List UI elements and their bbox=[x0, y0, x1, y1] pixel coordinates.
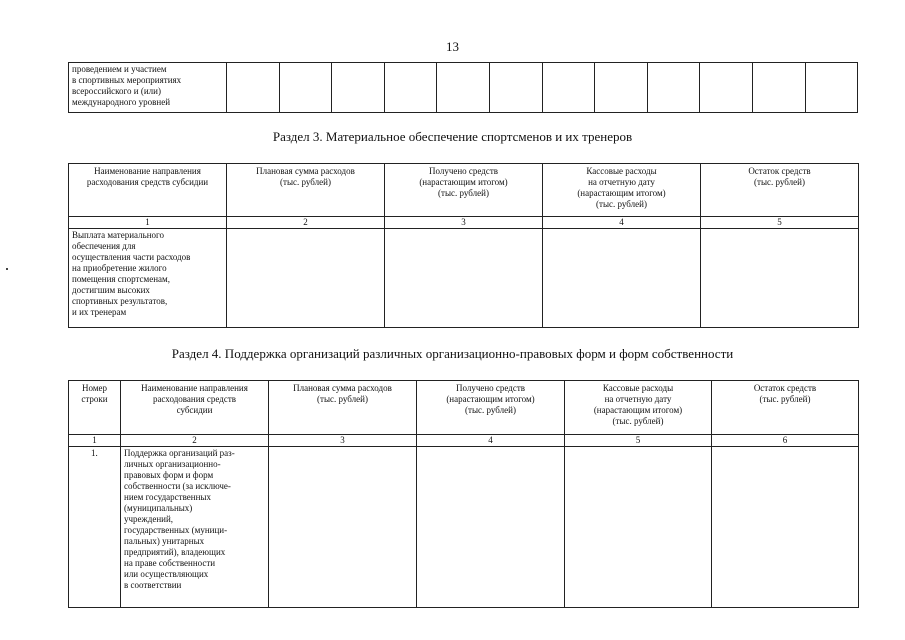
header-line: (нарастающим итогом) bbox=[446, 394, 535, 404]
column-header bbox=[69, 164, 227, 217]
text-line: обеспечения для bbox=[72, 241, 136, 251]
empty-cell bbox=[542, 63, 595, 113]
column-number: 5 bbox=[701, 217, 859, 229]
column-number: 1 bbox=[69, 435, 121, 447]
header-line: (тыс. рублей) bbox=[317, 394, 368, 404]
empty-cell bbox=[227, 63, 280, 113]
column-number: 3 bbox=[269, 435, 417, 447]
row-label bbox=[121, 447, 269, 608]
section4-title: Раздел 4. Поддержка организаций различных организационно-правовых форм и форм собственности bbox=[171, 346, 734, 361]
header-line: Плановая сумма расходов bbox=[256, 166, 355, 176]
section4-table bbox=[68, 380, 859, 608]
empty-cell bbox=[701, 229, 859, 328]
column-number: 2 bbox=[121, 435, 269, 447]
section4-data-row bbox=[69, 447, 859, 608]
text-line: на праве собственности bbox=[124, 558, 216, 568]
header-line: субсидии bbox=[176, 405, 213, 415]
text-line: собственности (за исключе- bbox=[124, 481, 231, 491]
header-line: Кассовые расходы bbox=[602, 383, 674, 393]
page-number: 13 bbox=[446, 39, 459, 54]
column-number: 6 bbox=[712, 435, 859, 447]
empty-cell bbox=[752, 63, 805, 113]
header-line: (нарастающим итогом) bbox=[593, 405, 683, 415]
text-line: (муниципальных) bbox=[124, 503, 193, 513]
column-header bbox=[712, 381, 859, 435]
header-line: строки bbox=[81, 394, 108, 404]
section3-table bbox=[68, 163, 859, 328]
text-line: международного уровней bbox=[72, 97, 171, 107]
header-line: Наименование направления bbox=[141, 383, 248, 393]
section4-number-row bbox=[69, 435, 859, 447]
section3-title: Раздел 3. Материальное обеспечение спортсменов и их тренеров bbox=[272, 129, 633, 144]
empty-cell bbox=[647, 63, 700, 113]
text-line: пальных) унитарных bbox=[124, 536, 205, 546]
header-line: Получено средств bbox=[428, 166, 499, 176]
header-line: на отчетную дату bbox=[604, 394, 672, 404]
column-header bbox=[385, 164, 543, 217]
section3-number-row bbox=[69, 217, 859, 229]
column-header bbox=[269, 381, 417, 435]
header-line: Номер bbox=[81, 383, 108, 393]
empty-cell bbox=[332, 63, 385, 113]
text-line: Поддержка организаций раз- bbox=[124, 448, 235, 458]
empty-cell bbox=[543, 229, 701, 328]
column-number: 3 bbox=[385, 217, 543, 229]
text-line: предприятий), владеющих bbox=[124, 547, 226, 557]
empty-cell bbox=[417, 447, 565, 608]
empty-cell bbox=[489, 63, 542, 113]
column-number: 1 bbox=[69, 217, 227, 229]
scan-dot bbox=[6, 268, 8, 270]
text-line: на приобретение жилого bbox=[72, 263, 167, 273]
empty-cell bbox=[437, 63, 490, 113]
header-line: (тыс. рублей) bbox=[612, 416, 664, 426]
header-line: (нарастающим итогом) bbox=[577, 188, 666, 198]
header-line: расходования средств субсидии bbox=[86, 177, 209, 187]
text-line: в соответствии bbox=[124, 580, 182, 590]
column-number: 4 bbox=[417, 435, 565, 447]
empty-cell bbox=[565, 447, 712, 608]
empty-cell bbox=[384, 63, 437, 113]
empty-cell bbox=[227, 229, 385, 328]
text-line: личных организационно- bbox=[124, 459, 221, 469]
column-number: 4 bbox=[543, 217, 701, 229]
text-line: в спортивных мероприятиях bbox=[72, 75, 182, 85]
column-header bbox=[417, 381, 565, 435]
empty-cell bbox=[595, 63, 648, 113]
header-line: Получено средств bbox=[455, 383, 526, 393]
header-line: (тыс. рублей) bbox=[759, 394, 811, 404]
empty-cell bbox=[712, 447, 859, 608]
header-line: Кассовые расходы bbox=[586, 166, 657, 176]
text-line: или осуществляющих bbox=[124, 569, 209, 579]
header-line: (тыс. рублей) bbox=[438, 188, 489, 198]
column-header bbox=[69, 381, 121, 435]
header-line: расходования средств bbox=[152, 394, 237, 404]
empty-cell bbox=[805, 63, 858, 113]
header-line: (тыс. рублей) bbox=[754, 177, 805, 187]
text-line: достигшим высоких bbox=[72, 285, 150, 295]
header-line: Остаток средств bbox=[753, 383, 817, 393]
column-number: 2 bbox=[227, 217, 385, 229]
empty-cell bbox=[269, 447, 417, 608]
text-line: всероссийского и (или) bbox=[72, 86, 161, 96]
header-line: Остаток средств bbox=[748, 166, 811, 176]
text-line: помещения спортсменам, bbox=[72, 274, 170, 284]
empty-cell bbox=[385, 229, 543, 328]
text-line: Выплата материального bbox=[72, 230, 164, 240]
column-header bbox=[701, 164, 859, 217]
column-header bbox=[227, 164, 385, 217]
header-line: Наименование направления bbox=[94, 166, 201, 176]
continuation-row-label bbox=[69, 63, 227, 113]
column-number: 5 bbox=[565, 435, 712, 447]
continuation-row bbox=[69, 63, 858, 113]
text-line: и их тренерам bbox=[72, 307, 127, 317]
header-line: (тыс. рублей) bbox=[596, 199, 647, 209]
text-line: нием государственных bbox=[124, 492, 211, 502]
header-line: (тыс. рублей) bbox=[280, 177, 331, 187]
empty-cell bbox=[700, 63, 753, 113]
row-number: 1. bbox=[69, 447, 121, 608]
header-line: (нарастающим итогом) bbox=[419, 177, 508, 187]
column-header bbox=[543, 164, 701, 217]
text-line: государственных (муници- bbox=[124, 525, 228, 535]
row-label bbox=[69, 229, 227, 328]
text-line: правовых форм и форм bbox=[124, 470, 214, 480]
header-line: (тыс. рублей) bbox=[465, 405, 516, 415]
text-line: проведением и участием bbox=[72, 64, 167, 74]
section3-header-row bbox=[69, 164, 859, 217]
column-header bbox=[121, 381, 269, 435]
section4-header-row bbox=[69, 381, 859, 435]
section3-data-row bbox=[69, 229, 859, 328]
text-line: спортивных результатов, bbox=[72, 296, 168, 306]
column-header bbox=[565, 381, 712, 435]
header-line: Плановая сумма расходов bbox=[293, 383, 392, 393]
continuation-table bbox=[68, 62, 858, 113]
text-line: осуществления части расходов bbox=[72, 252, 191, 262]
text-line: учреждений, bbox=[124, 514, 174, 524]
empty-cell bbox=[279, 63, 332, 113]
header-line: на отчетную дату bbox=[588, 177, 655, 187]
